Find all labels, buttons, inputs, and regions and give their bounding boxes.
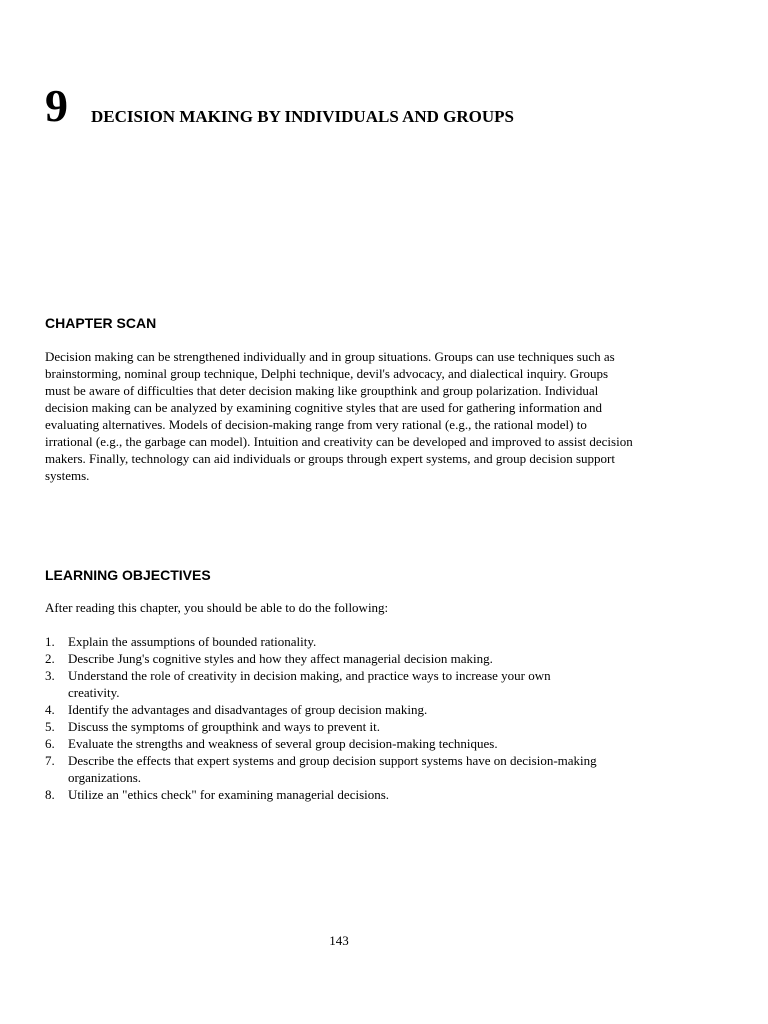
objective-text: Understand the role of creativity in decision making, and practice ways to increase your own creativity. [68, 668, 551, 700]
objective-text: Explain the assumptions of bounded rationality. [68, 634, 317, 649]
objective-item [45, 735, 605, 752]
objective-number: 5. [45, 719, 55, 734]
learning-objectives-list [45, 633, 605, 803]
objective-item [45, 650, 605, 667]
learning-objectives-intro: After reading this chapter, you should be able to do the following: [45, 600, 389, 615]
objective-number: 1. [45, 634, 55, 649]
objective-item [45, 752, 605, 786]
objective-text: Evaluate the strengths and weakness of several group decision-making techniques. [68, 736, 498, 751]
objective-item [45, 667, 605, 701]
objective-number: 2. [45, 651, 55, 666]
objective-number: 7. [45, 753, 55, 768]
objective-text: Identify the advantages and disadvantages of group decision making. [68, 702, 428, 717]
objective-number: 8. [45, 787, 55, 802]
page-number: 143 [329, 933, 349, 948]
objective-text: Describe the effects that expert systems and group decision support systems have on decision-making organizations. [68, 753, 597, 785]
objective-text: Discuss the symptoms of groupthink and ways to prevent it. [68, 719, 380, 734]
chapter-number: 9 [45, 80, 68, 131]
objective-number: 3. [45, 668, 55, 683]
objective-item [45, 633, 605, 650]
chapter-scan-text: Decision making can be strengthened individually and in group situations. Groups can use techniques such as brainstorming, nominal group technique, Delphi technique, devil's advocacy, and dialectical inquiry. Groups must be aware of difficulties that deter decision making like groupthink and group polarization. Individual decision making can be analyzed by examining cognitive styles that are used for gathering information and evaluating alternatives. Models of decision-making range from very rational (e.g., the rational model) to irrational (e.g., the garbage can model). Intuition and creativity can be developed and improved to assist decision makers. Finally, technology can aid individuals or groups through expert systems, and group decision support systems. [45, 349, 633, 483]
objective-number: 6. [45, 736, 55, 751]
learning-objectives-heading: LEARNING OBJECTIVES [45, 567, 211, 583]
objective-item [45, 786, 605, 803]
chapter-scan-heading: CHAPTER SCAN [45, 315, 157, 331]
chapter-title: DECISION MAKING BY INDIVIDUALS AND GROUPS [91, 107, 515, 126]
objective-item [45, 701, 605, 718]
objective-text: Describe Jung's cognitive styles and how they affect managerial decision making. [68, 651, 493, 666]
objective-item [45, 718, 605, 735]
objective-text: Utilize an "ethics check" for examining managerial decisions. [68, 787, 390, 802]
objective-number: 4. [45, 702, 55, 717]
